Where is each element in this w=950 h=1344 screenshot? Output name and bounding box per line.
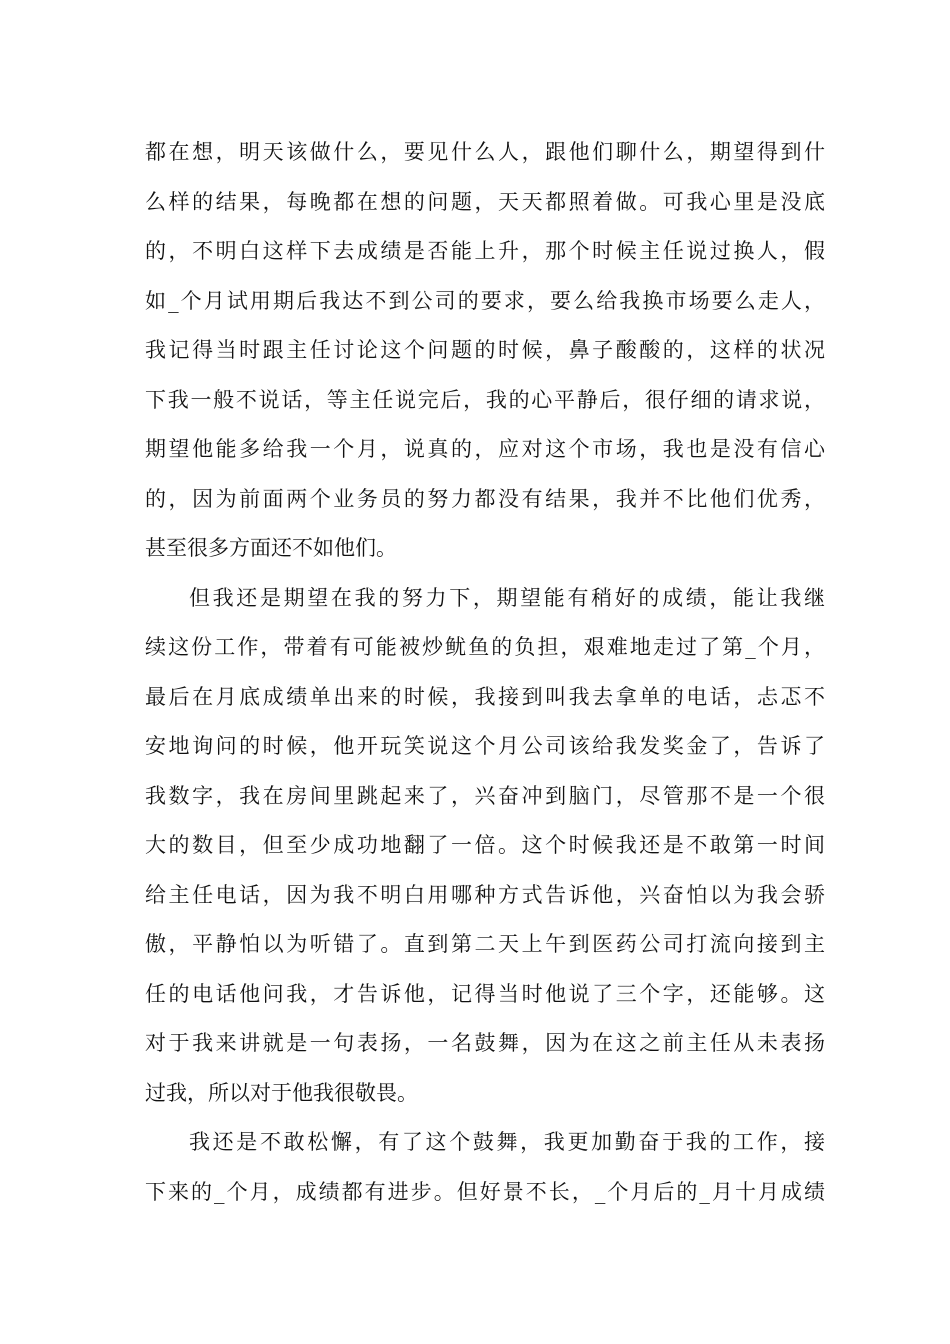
text-line: 的，不明白这样下去成绩是否能上升，那个时候主任说过换人，假 xyxy=(145,239,825,263)
text-line: 如_个月试用期后我达不到公司的要求，要么给我换市场要么走人， xyxy=(145,288,825,313)
text-line: 下来的_个月，成绩都有进步。但好景不长，_个月后的_月十月成绩 xyxy=(145,1179,825,1204)
text-line: 大的数目，但至少成功地翻了一倍。这个时候我还是不敢第一时间 xyxy=(145,833,825,857)
text-line: 傲，平静怕以为听错了。直到第二天上午到医药公司打流向接到主 xyxy=(145,932,825,956)
text-line: 我数字，我在房间里跳起来了，兴奋冲到脑门，尽管那不是一个很 xyxy=(145,783,825,808)
text-line: 过我，所以对于他我很敬畏。 xyxy=(145,1080,418,1105)
text-line: 期望他能多给我一个月，说真的，应对这个市场，我也是没有信心 xyxy=(145,437,825,461)
text-line: 给主任电话，因为我不明白用哪种方式告诉他，兴奋怕以为我会骄 xyxy=(145,882,825,907)
text-line: 甚至很多方面还不如他们。 xyxy=(145,536,397,560)
text-line: 都在想，明天该做什么，要见什么人，跟他们聊什么，期望得到什 xyxy=(145,140,825,164)
text-line: 任的电话他问我，才告诉他，记得当时他说了三个字，还能够。这 xyxy=(145,981,825,1006)
text-line: 我还是不敢松懈，有了这个鼓舞，我更加勤奋于我的工作，接 xyxy=(189,1130,825,1154)
text-line: 的，因为前面两个业务员的努力都没有结果，我并不比他们优秀， xyxy=(145,486,825,511)
text-line: 我记得当时跟主任讨论这个问题的时候，鼻子酸酸的，这样的状况 xyxy=(145,338,825,362)
text-line: 续这份工作，带着有可能被炒鱿鱼的负担，艰难地走过了第_个月， xyxy=(145,635,825,659)
text-line: 安地询问的时候，他开玩笑说这个月公司该给我发奖金了，告诉了 xyxy=(145,734,825,758)
text-line: 么样的结果，每晚都在想的问题，天天都照着做。可我心里是没底 xyxy=(145,189,825,214)
document-body xyxy=(145,128,825,1217)
text-line: 最后在月底成绩单出来的时候，我接到叫我去拿单的电话，忐忑不 xyxy=(145,684,825,709)
text-line: 对于我来讲就是一句表扬，一名鼓舞，因为在这之前主任从未表扬 xyxy=(145,1031,825,1055)
text-line: 但我还是期望在我的努力下，期望能有稍好的成绩，能让我继 xyxy=(189,585,825,610)
text-line: 下我一般不说话，等主任说完后，我的心平静后，很仔细的请求说， xyxy=(145,387,825,412)
